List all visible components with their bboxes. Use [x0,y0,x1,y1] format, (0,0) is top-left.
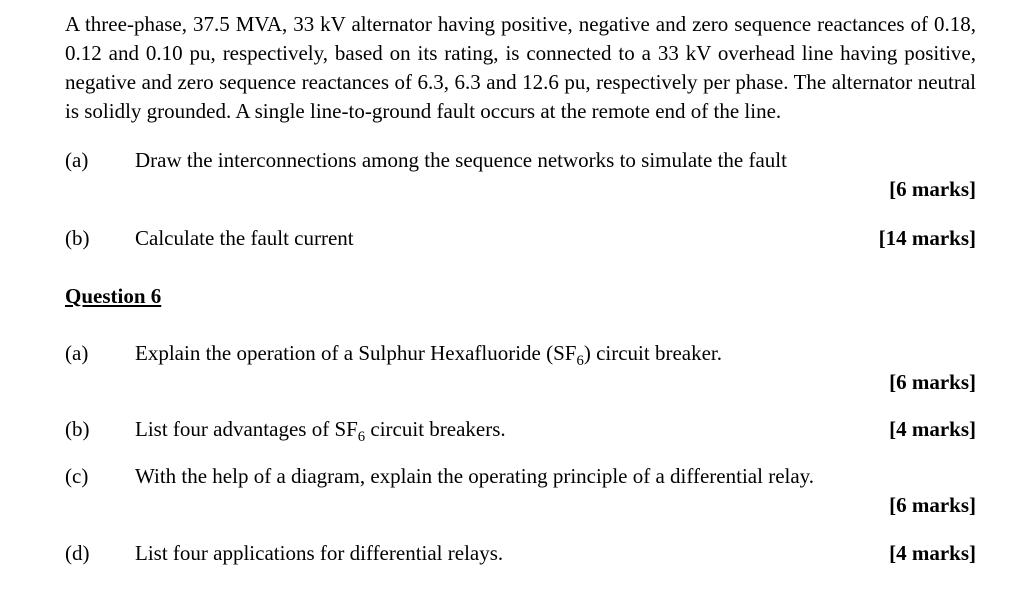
question5-item-b [65,224,976,253]
item-body [135,462,976,520]
question6-item-a [65,339,976,397]
item-marks: [14 marks] [878,226,976,250]
question6-item-c [65,462,976,520]
question6-item-b [65,415,976,444]
item-marks: [6 marks] [889,177,976,201]
question5-intro-paragraph: A three-phase, 37.5 MVA, 33 kV alternator having positive, negative and zero sequence reactances of 0.18, 0.12 and 0.10 pu, respectively, based on its rating, is connected to a 33 kV overhead line having positive, negative and zero sequence reactances of 6.3, 6.3 and 12.6 pu, respectively per phase. The alternator neutral is solidly grounded. A single line-to-ground fault occurs at the remote end of the line. [65,12,976,123]
item-marks: [4 marks] [889,541,976,565]
item-text-pre: Explain the operation of a Sulphur Hexafluoride (SF [135,341,577,365]
item-text-post: circuit breakers. [365,417,506,441]
item-label: (b) [65,226,90,250]
item-body [135,415,976,444]
item-marks: [4 marks] [889,417,976,441]
question5-item-a [65,146,976,204]
item-label: (a) [65,341,89,365]
item-label: (c) [65,464,89,488]
item-label: (b) [65,417,90,441]
item-label: (d) [65,541,90,565]
item-body [135,146,976,204]
item-text: Draw the interconnections among the sequence networks to simulate the fault [135,148,787,172]
item-marks: [6 marks] [889,493,976,517]
question6-heading: Question 6 [65,284,162,308]
item-text [135,415,506,444]
item-text-subscript: 6 [357,429,366,446]
item-text-post: ) circuit breaker. [583,341,722,365]
item-text: List four applications for differential relays. [135,541,504,565]
item-body [135,224,976,253]
item-marks: [6 marks] [889,370,976,394]
item-text-subscript: 6 [576,353,584,370]
item-body [135,339,976,397]
item-body [135,539,976,568]
item-text [135,339,976,368]
item-text-pre: List four advantages of SF [135,417,358,441]
question6-item-d [65,539,976,568]
item-text: With the help of a diagram, explain the operating principle of a differential relay. [135,464,815,488]
item-text: Calculate the fault current [135,226,354,250]
item-label: (a) [65,148,89,172]
